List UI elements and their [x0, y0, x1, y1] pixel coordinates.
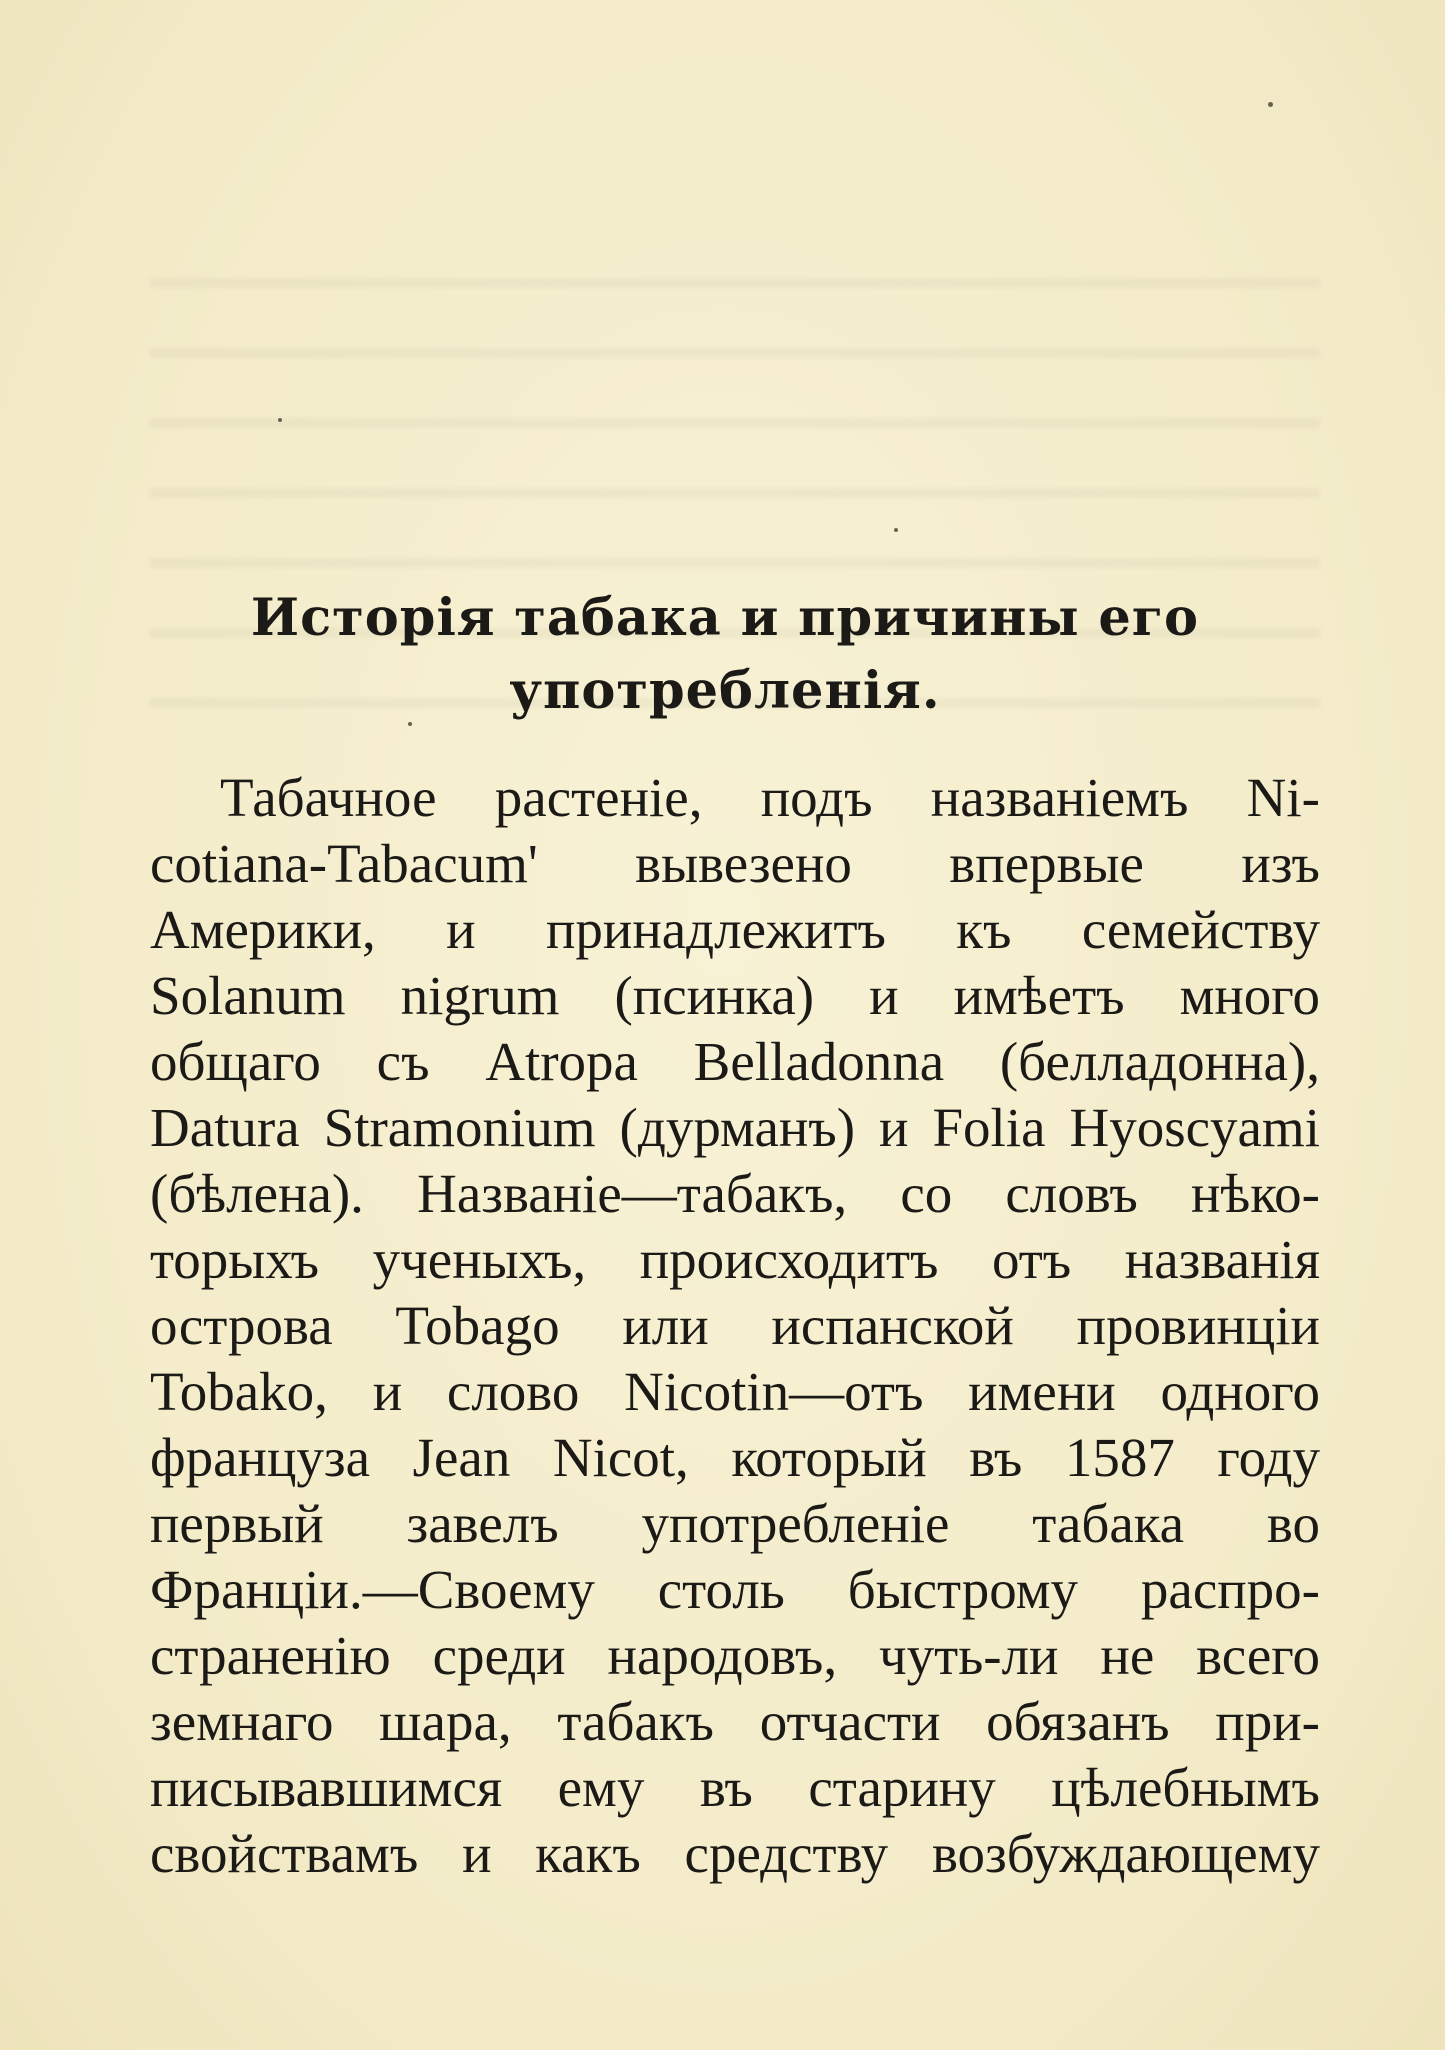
text-line: Америки, и принадлежитъ къ семейству: [150, 899, 1320, 960]
text-line: писывавшимся ему въ старину цѣлебнымъ: [150, 1757, 1320, 1818]
text-line: Франціи.—Своему столь быстрому распро-: [150, 1559, 1320, 1620]
text-line: торыхъ ученыхъ, происходитъ отъ названія: [150, 1229, 1320, 1290]
text-line: свойствамъ и какъ средству возбуждающему: [150, 1823, 1320, 1884]
text-line: (бѣлена). Названіе—табакъ, со словъ нѣко-: [150, 1163, 1320, 1224]
text-line: страненію среди народовъ, чуть-ли не всего: [150, 1625, 1320, 1686]
text-line: первый завелъ употребленіе табака во: [150, 1493, 1320, 1554]
text-line: Табачное растеніе, подъ названіемъ Ni-: [220, 767, 1320, 828]
text-line: земнаго шара, табакъ отчасти обязанъ при-: [150, 1691, 1320, 1752]
text-line: Tobako, и слово Nicotin—отъ имени одного: [150, 1361, 1320, 1422]
ink-speck: [894, 528, 898, 532]
text-line: cotiana-Tabacum' вывезено впервые изъ: [150, 833, 1320, 894]
text-line: француза Jean Nicot, который въ 1587 году: [150, 1427, 1320, 1488]
text-line: общаго съ Atropa Belladonna (белладонна),: [150, 1031, 1320, 1092]
text-line: острова Tobago или испанской провинціи: [150, 1295, 1320, 1356]
chapter-heading: [150, 582, 1300, 728]
ink-speck: [278, 418, 282, 422]
text-line: Datura Stramonium (дурманъ) и Folia Hyoscyami: [150, 1097, 1320, 1158]
text-line: Solanum nigrum (псинка) и имѣетъ много: [150, 965, 1320, 1026]
ink-speck: [1268, 102, 1273, 107]
chapter-heading-line-1: Исторія табака и причины его: [250, 588, 1200, 648]
body-paragraph: [150, 765, 1320, 1887]
chapter-heading-line-2: употребленія.: [509, 661, 941, 721]
